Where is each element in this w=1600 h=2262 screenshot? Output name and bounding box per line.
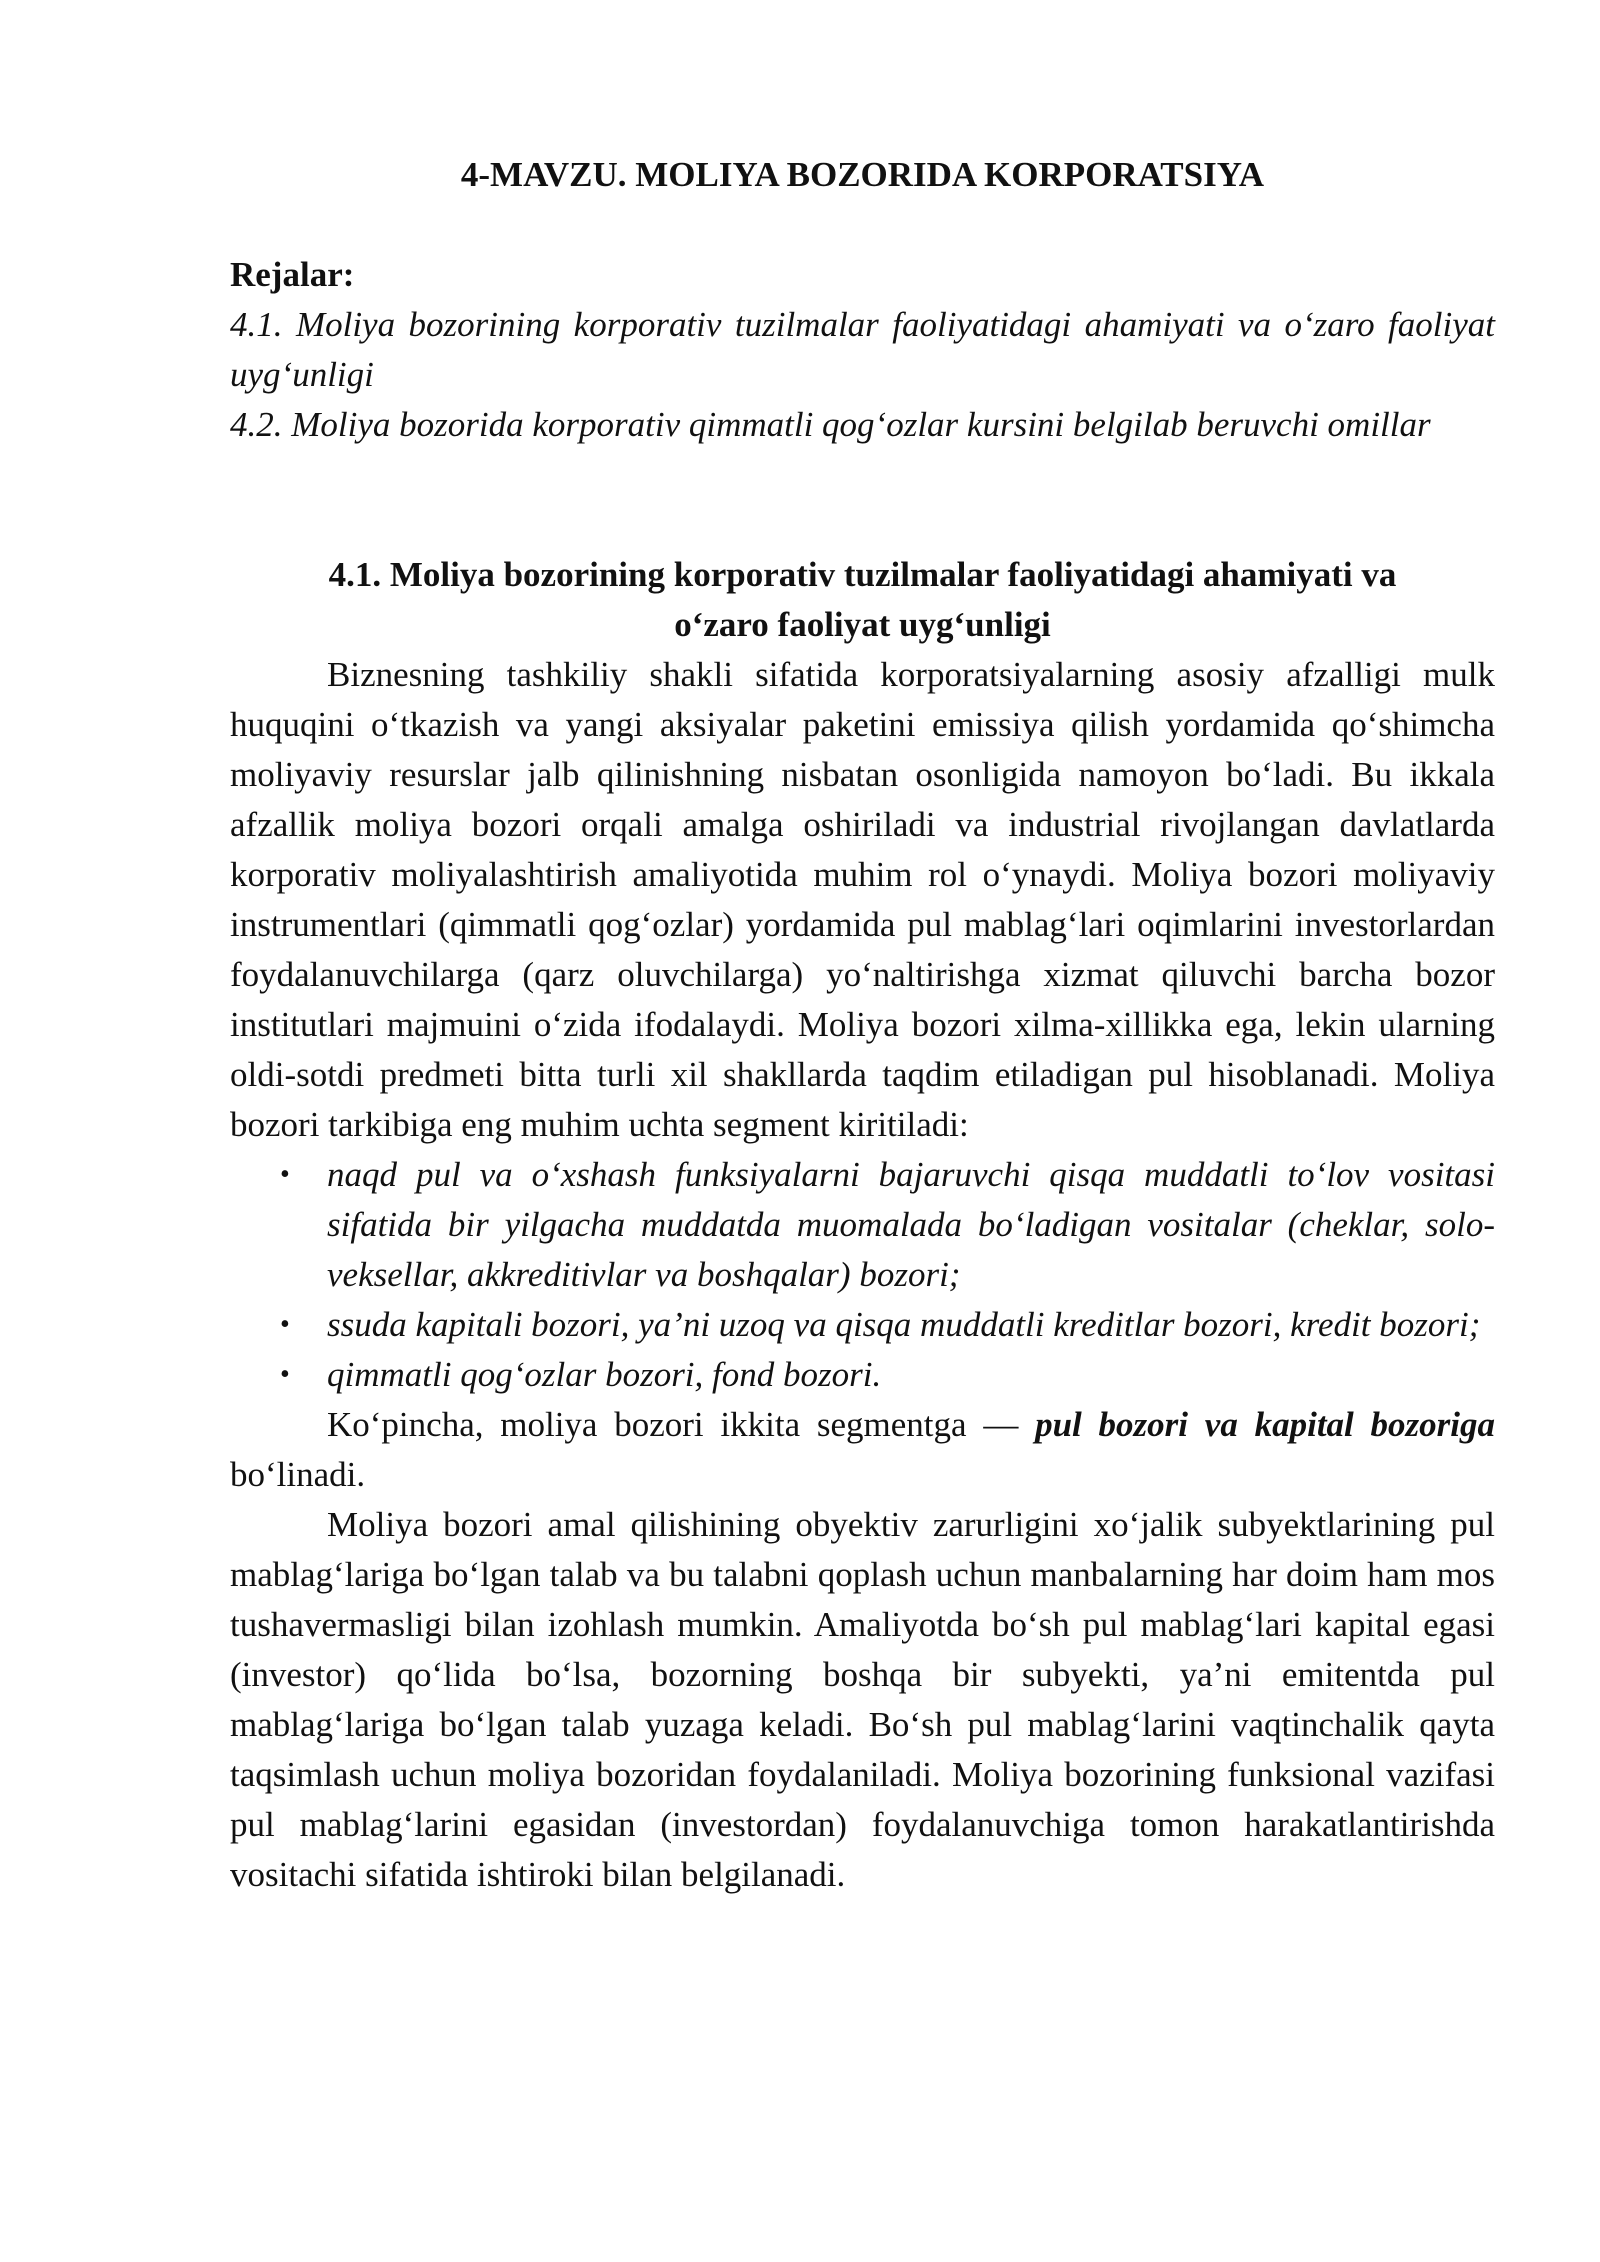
section-body: [230, 650, 1495, 1900]
paragraph-2-emphasis: pul bozori va kapital bozoriga: [1035, 1405, 1495, 1444]
plan-item-2: 4.2. Moliya bozorida korporativ qimmatli qog‘ozlar kursini belgilab beruvchi omillar: [230, 405, 1431, 444]
list-item: [230, 1350, 1495, 1400]
bullet-icon: •: [280, 1359, 290, 1390]
section-title-line2: o‘zaro faoliyat uyg‘unligi: [674, 605, 1051, 644]
plan-item-1: 4.1. Moliya bozorining korporativ tuzilmalar faoliyatidagi ahamiyati va o‘zaro faoliyat uyg‘unligi: [230, 305, 1495, 394]
paragraph-2-start: Ko‘pincha, moliya bozori ikkita segmentga —: [327, 1405, 1036, 1444]
paragraph-1: Biznesning tashkiliy shakli sifatida korporatsiyalarning asosiy afzalligi mulk huquqini o‘tkazish va yangi aksiyalar paketini emissiya qilish yordamida qo‘shimcha moliyaviy resurslar jalb qilinishning nisbatan osonligida namoyon bo‘ladi. Bu ikkala afzallik moliya bozori orqali amalga oshiriladi va industrial rivojlangan davlatlarda korporativ moliyalashtirish amaliyotida muhim rol o‘ynaydi. Moliya bozori moliyaviy instrumentlari (qimmatli qog‘ozlar) yordamida pul mablag‘lari oqimlarini investorlardan foydalanuvchilarga (qarz oluvchilarga) yo‘naltirishga xizmat qiluvchi barcha bozor institutlari majmuini o‘zida ifodalaydi. Moliya bozori xilma-xillikka ega, lekin ularning oldi-sotdi predmeti bitta turli xil shakllarda taqdim etiladigan pul hisoblanadi. Moliya bozori tarkibiga eng muhim uchta segment kiritiladi:: [230, 655, 1495, 1144]
list-item-text: qimmatli qog‘ozlar bozori, fond bozori.: [327, 1355, 882, 1394]
segment-list: [230, 1150, 1495, 1400]
bullet-icon: •: [280, 1309, 290, 1340]
paragraph-2: [230, 1400, 1495, 1500]
paragraph-2-end: bo‘linadi.: [230, 1455, 366, 1494]
plan-block: [230, 250, 1495, 450]
paragraph-3: Moliya bozori amal qilishining obyektiv zarurligini xo‘jalik subyektlarining pul mablag‘lariga bo‘lgan talab va bu talabni qoplash uchun manbalarning har doim ham mos tushavermasligi bilan izohlash mumkin. Amaliyotda bo‘sh pul mablag‘lari kapital egasi (investor) qo‘lida bo‘lsa, bozorning boshqa bir subyekti, ya’ni emitentda pul mablag‘lariga bo‘lgan talab yuzaga keladi. Bo‘sh pul mablag‘larini vaqtinchalik qayta taqsimlash uchun moliya bozoridan foydalaniladi. Moliya bozorining funksional vazifasi pul mablag‘larini egasidan (investordan) foydalanuvchiga tomon harakatlantirishda vositachi sifatida ishtiroki bilan belgilanadi.: [230, 1505, 1495, 1894]
plan-heading: Rejalar:: [230, 255, 355, 294]
list-item-text: naqd pul va o‘xshash funksiyalarni bajaruvchi qisqa muddatli to‘lov vositasi sifatida bir yilgacha muddatda muomalada bo‘ladigan vositalar (cheklar, solo-veksellar, akkreditivlar va boshqalar) bozori;: [327, 1155, 1495, 1294]
list-item: [230, 1150, 1495, 1300]
list-item-text: ssuda kapitali bozori, ya’ni uzoq va qisqa muddatli kreditlar bozori, kredit bozori;: [327, 1305, 1481, 1344]
document-title: 4-MAVZU. MOLIYA BOZORIDA KORPORATSIYA: [460, 155, 1265, 194]
list-item: [230, 1300, 1495, 1350]
section-title: [230, 550, 1495, 650]
section-title-line1: 4.1. Moliya bozorining korporativ tuzilmalar faoliyatidagi ahamiyati va: [328, 555, 1397, 594]
bullet-icon: •: [280, 1159, 290, 1190]
